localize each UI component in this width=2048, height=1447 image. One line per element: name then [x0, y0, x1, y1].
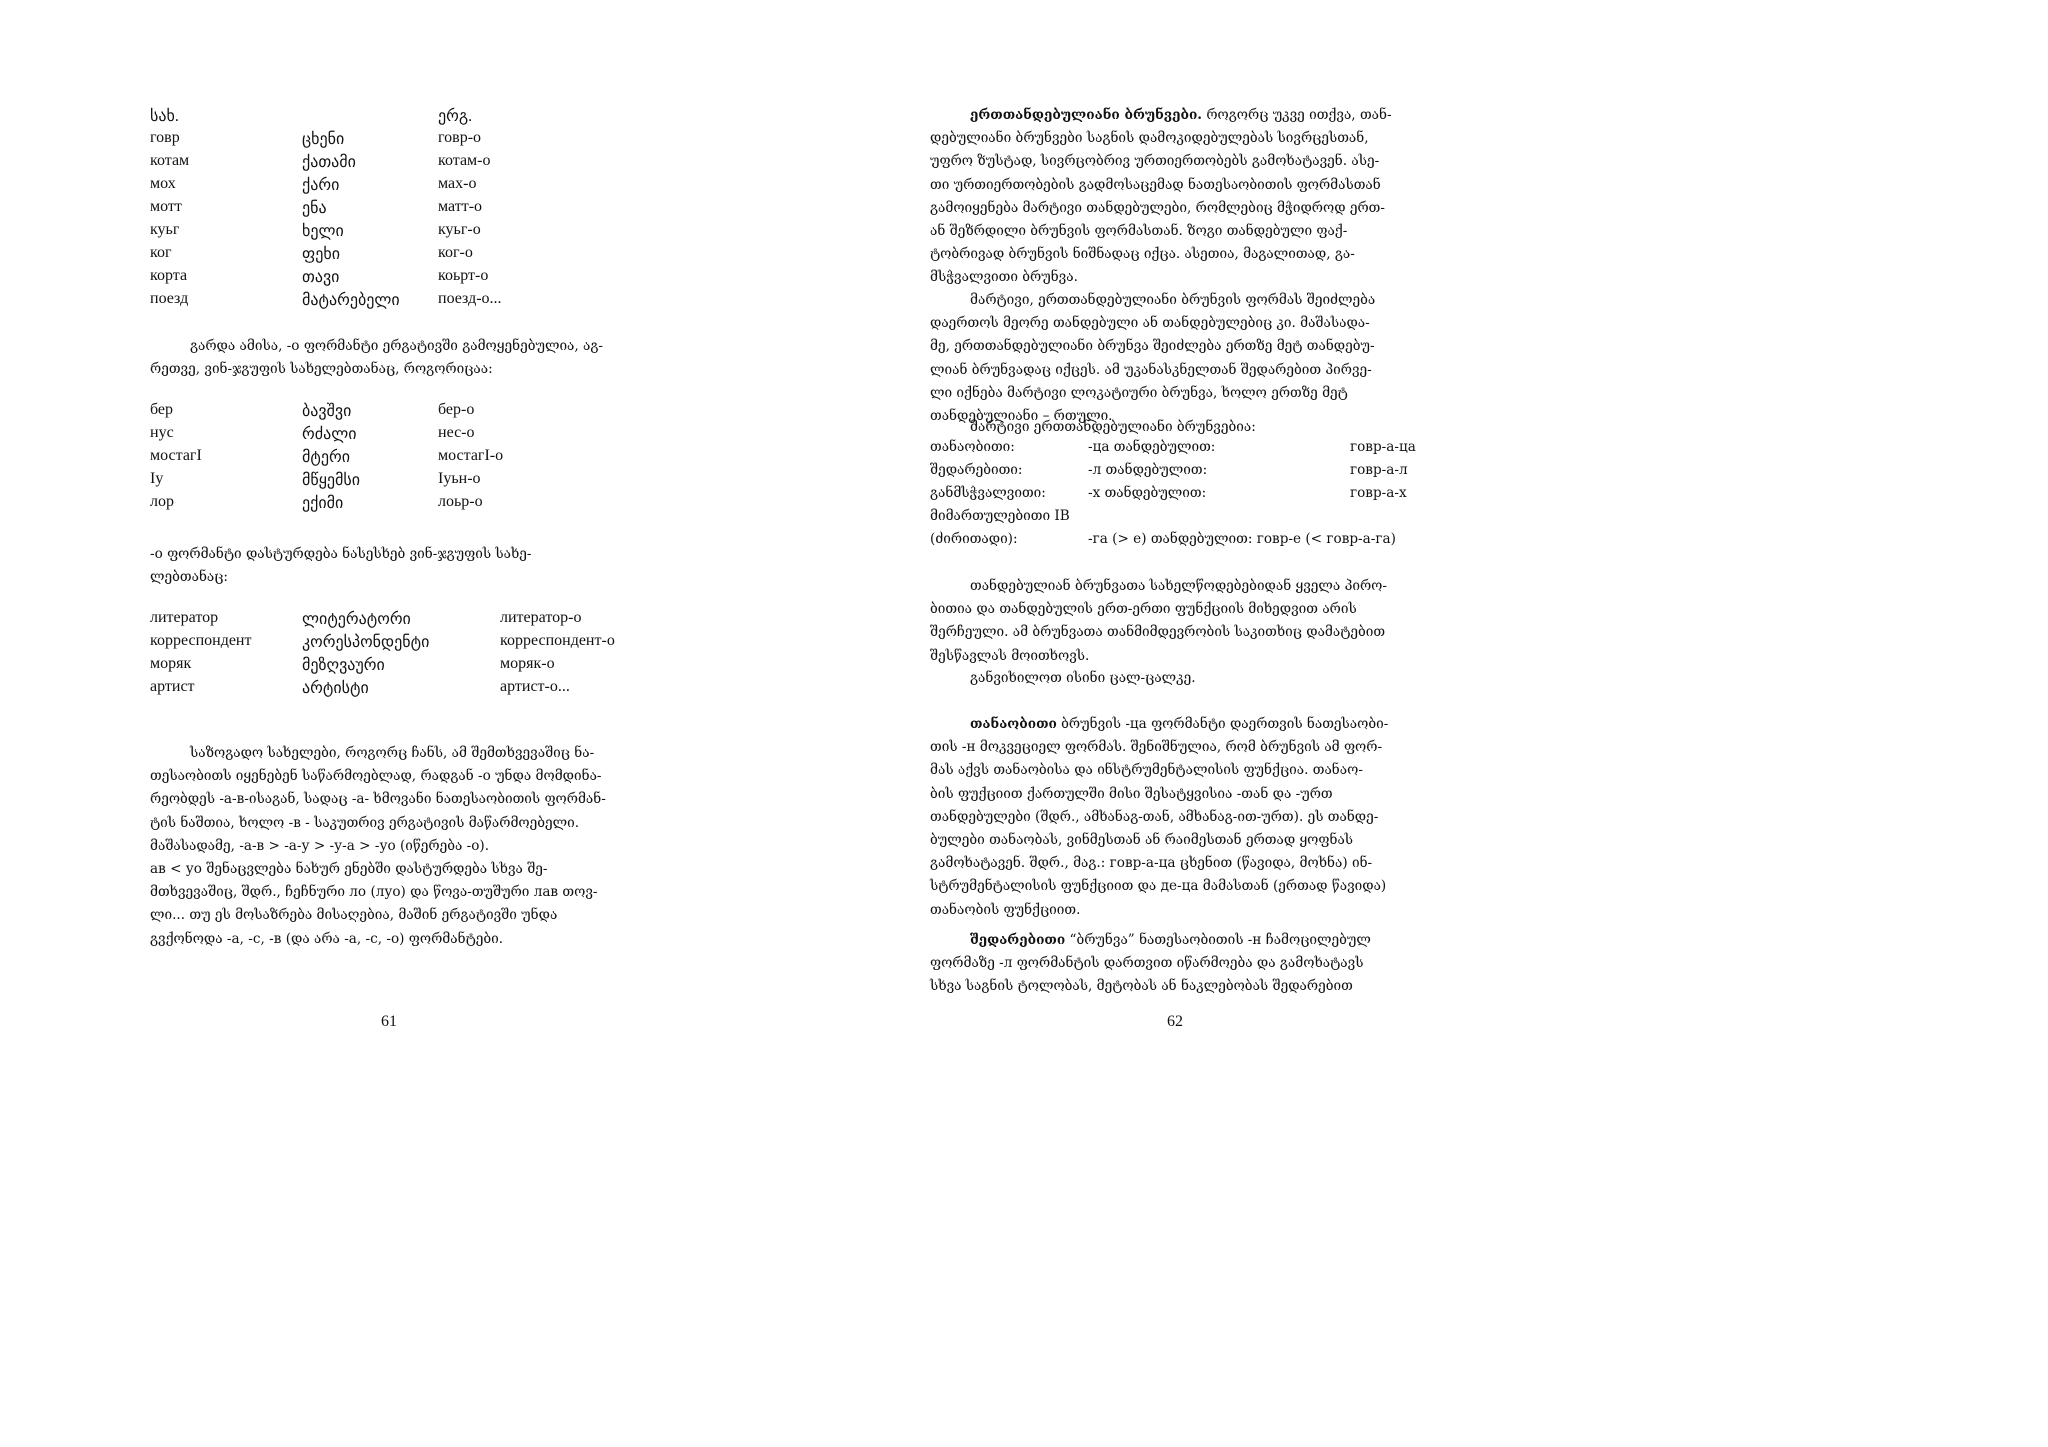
table-row [150, 290, 570, 313]
table-row [150, 129, 570, 152]
declension-row [930, 531, 1470, 554]
text-line: -о ფორმანტი დასტურდება ნასესხებ ვინ-ჯგუფის სახე- [150, 546, 532, 562]
declension-row [930, 508, 1470, 531]
table-cell: Iуьн-о [438, 470, 481, 487]
paragraph-comparative [930, 929, 1458, 999]
text-line: გამოიყენება მარტივი თანდებულები, რომლებიც მჭიდროდ ერთ- [930, 199, 1385, 216]
declension-cell: განმსჭვალვითი: [930, 485, 1046, 501]
declension-row [930, 462, 1470, 485]
section-heading: შედარებითი [970, 932, 1066, 948]
text-line [930, 104, 1458, 127]
section-heading: თანაობითი [970, 716, 1057, 732]
text-line: დებულიანი ბრუნვები საგნის დამოკიდებულებას სივრცესთან, [930, 130, 1369, 147]
table-cell: артист [150, 678, 195, 695]
text-fragment: ბრუნვის -ца ფორმანტი დაერთვის ნათესაობი- [1056, 716, 1389, 732]
paragraph-single-postposition-cases [930, 104, 1458, 290]
declension-cell: მიმართულებითი IB [930, 508, 1070, 524]
text-line: თანდებულიან ბრუნვათა სახელწოდებებიდან ყველა პირო- [970, 578, 1387, 594]
table-cell: лор [150, 493, 174, 510]
section-heading: ერთთანდებულიანი ბრუნვები. [970, 107, 1203, 123]
declension-cell: -х თანდებულით: [1088, 485, 1207, 501]
text-line: ან შეზრდილი ბრუნვის ფორმასთან. ზოგი თანდებული ფაქ- [930, 223, 1348, 240]
text-line: თანდებულიანი – რთული. [930, 408, 1113, 425]
table-cell: бер-о [438, 401, 475, 418]
table-cell: моряк [150, 655, 192, 672]
table-cell: мостагI [150, 447, 202, 464]
table-row [150, 655, 670, 678]
text-line [930, 713, 1458, 736]
paragraph-simple-form [930, 289, 1458, 428]
table-cell: артист-о... [500, 678, 570, 695]
table-cell: лоьр-о [438, 493, 483, 510]
page-number-right: 62 [1167, 1013, 1183, 1030]
text-fragment: როგორც უკვე ითქვა, თან- [1202, 107, 1392, 123]
text-line: შესწავლას მოითხოვს. [930, 647, 1090, 664]
table-row [150, 424, 570, 447]
ergative-table-3 [150, 609, 670, 701]
text-line: ტობრივად ბრუნვის ნიშნადაც იქცა. ასეთია, მაგალითად, გა- [930, 246, 1355, 263]
declension-row [930, 439, 1470, 462]
text-line: თი ურთიერთობების გადმოსაცემად ნათესაობითის ფორმასთან [930, 176, 1381, 193]
declension-row [930, 485, 1470, 508]
table-row [150, 470, 570, 493]
table-cell: ქარი [302, 177, 340, 194]
paragraph-borrowed-nouns [150, 543, 676, 589]
text-line: გარდა ამისა, -о ფორმანტი ერგატივში გამოყენებულია, აგ- [190, 338, 603, 354]
table-cell: თავი [302, 269, 340, 286]
text-line: სხვა საგნის ტოლობას, მეტობას ან ნაკლებობას შედარებით [930, 978, 1353, 995]
table-cell: ცხენი [302, 131, 345, 148]
table-cell: говр [150, 129, 180, 146]
text-line [930, 929, 1458, 952]
text-line: ბულები თანაობას, ვინმესთან ან რაიმესთან ერთად ყოფნას [930, 832, 1354, 849]
paragraph-case-names [930, 575, 1458, 668]
text-line: გამოხატავენ. შდრ., მაგ.: говр-а-ца ცხენით (წავიდა, მოხნა) ინ- [930, 855, 1373, 872]
table-cell: მატარებელი [302, 292, 400, 309]
declension-cell: говр-а-л [1350, 462, 1408, 478]
table-row [150, 198, 570, 221]
declension-cell: (ძირითადი): [930, 531, 1018, 547]
declension-cell: -ца თანდებულით: [1088, 439, 1216, 455]
table-row [150, 175, 570, 198]
table-cell: литератор [150, 609, 219, 626]
table-cell: არტისტი [302, 680, 369, 697]
text-line: მას აქვს თანაობისა და ინსტრუმენტალისის ფუნქცია. თანაო- [930, 762, 1363, 779]
declension-cell: -га (> е) თანდებულით: говр-е (< говр-а-га) [1088, 531, 1396, 547]
table-cell: куьг [150, 221, 180, 238]
text-line: რეობდეს -а-в-ისაგან, სადაც -а- ხმოვანი ნათესაობითის ფორმან- [150, 791, 606, 808]
table-row [150, 221, 570, 244]
text-line: ბითია და თანდებულის ერთ-ერთი ფუნქციის მიხედვით არის [930, 601, 1357, 618]
text-line: ფორმაზე -л ფორმანტის დართვით იწარმოება და გამოხატავს [930, 955, 1364, 972]
text-line: მთხვევაშიც, შდრ., ჩეჩნური ло (луо) და წოვა-თუშური лав თოვ- [150, 884, 598, 901]
paragraph-review: განვიხილოთ ისინი ცალ-ცალკე. [970, 670, 1196, 686]
table-cell: мостагI-о [438, 447, 504, 464]
declension-cell: говр-а-ца [1350, 439, 1416, 455]
table-cell: котам [150, 152, 190, 169]
table-cell: бер [150, 401, 174, 418]
table-row [150, 267, 570, 290]
text-line: უფრო ზუსტად, სივრცობრივ ურთიერთობებს გამოხატავენ. ასე- [930, 153, 1380, 170]
text-line: დაერთოს მეორე თანდებული ან თანდებულებიც კი. მაშასადა- [930, 315, 1370, 332]
text-line: მარტივი, ერთთანდებულიანი ბრუნვის ფორმას შეიძლება [970, 292, 1376, 308]
table-row [150, 632, 670, 655]
table-cell: корта [150, 267, 188, 284]
table-cell: ხელი [302, 223, 344, 240]
table-cell: ლიტერატორი [302, 611, 411, 628]
table-cell: говр-о [438, 129, 482, 146]
text-line: ლიან ბრუნვადაც იქცეს. ამ უკანასკნელთან შედარებით პირვე- [930, 361, 1372, 378]
table-row [150, 152, 570, 175]
table-cell: ენა [302, 200, 327, 217]
text-line: მსჭვალვითი ბრუნვა. [930, 269, 1078, 286]
table-cell: სახ. [150, 108, 179, 125]
table-cell: ბავშვი [302, 403, 352, 420]
declension-cell: говр-а-х [1350, 485, 1407, 501]
page-number-left: 61 [381, 1013, 397, 1030]
table-cell: нус [150, 424, 174, 441]
text-line: შერჩეული. ამ ბრუნვათა თანმიმდევრობის საკითხიც დამატებით [930, 624, 1386, 641]
text-line: მე, ერთთანდებულიანი ბრუნვა შეიძლება ერთზე მეტ თანდებუ- [930, 338, 1375, 355]
table-cell: матт-о [438, 198, 483, 215]
table-cell: ког [150, 244, 172, 261]
table-cell: куьг-о [438, 221, 481, 238]
declension-table [930, 439, 1470, 554]
paragraph-comitative [930, 713, 1458, 922]
declension-intro: მარტივი ერთთანდებულიანი ბრუნვებია: [970, 419, 1256, 435]
left-page [0, 0, 772, 1091]
text-line: ლი... თუ ეს მოსაზრება მისაღებია, მაშინ ერგატივში უნდა [150, 907, 558, 924]
ergative-table-1 [150, 106, 570, 313]
table-row [150, 106, 570, 129]
table-cell: ერგ. [438, 108, 473, 125]
text-line: თანდებულები (შდრ., ამხანაგ-თან, ამხანაგ-ით-ურთ). ეს თანდე- [930, 808, 1379, 825]
paragraph-common-nouns [150, 742, 678, 858]
table-cell: მწყემსი [302, 472, 361, 489]
table-cell: литератор-о [500, 609, 582, 626]
text-line: ლებთანაც: [150, 569, 229, 586]
table-cell: нес-о [438, 424, 475, 441]
declension-cell: შედარებითი: [930, 462, 1023, 478]
text-line: თის -н მოკვეციელ ფორმას. შენიშნულია, რომ ბრუნვის ამ ფორ- [930, 739, 1383, 756]
text-line: ав < уо შენაცვლება ნახურ ენებში დასტურდება სხვა შე- [150, 861, 548, 877]
table-cell: Iу [150, 470, 164, 487]
text-line: ტის ნაშთია, ხოლო -в - საკუთრივ ერგატივის მაწარმოებელი. [150, 814, 580, 831]
table-cell: ქათამი [302, 154, 356, 171]
table-cell: მტერი [302, 449, 350, 466]
table-cell: котам-о [438, 152, 491, 169]
text-line: საზოგადო სახელები, როგორც ჩანს, ამ შემთხვევაშიც ნა- [190, 745, 595, 761]
text-fragment: “ბრუნვა” ნათესაობითის -н ჩამოცილებულ [1065, 932, 1371, 948]
table-cell: ფეხი [302, 246, 340, 263]
table-cell: поезд [150, 290, 189, 307]
table-cell: мах-о [438, 175, 477, 192]
table-cell: რძალი [302, 426, 357, 443]
table-cell: ког-о [438, 244, 473, 261]
text-line: ბის ფუქციით ქართულში მისი შესატყვისია -თან და -ურთ [930, 785, 1333, 802]
table-row [150, 493, 570, 516]
table-cell: коьрт-о [438, 267, 489, 284]
table-cell: კორესპონდენტი [302, 634, 430, 651]
table-cell: мотт [150, 198, 182, 215]
declension-cell: -л თანდებულით: [1088, 462, 1208, 478]
table-row [150, 244, 570, 267]
paragraph-av-uo [150, 858, 678, 951]
text-line: რეთვე, ვინ-ჯგუფის სახელებთანაც, როგორიცაა: [150, 361, 493, 378]
paragraph-vin-group [150, 335, 676, 381]
table-cell: корреспондент [150, 632, 252, 649]
table-cell: ექიმი [302, 495, 344, 512]
right-page [772, 0, 1544, 1091]
text-line: მაშასადამე, -а-в > -а-у > -у-а > -уо (იწერება -о). [150, 837, 490, 854]
table-row [150, 609, 670, 632]
text-line: სტრუმენტალისის ფუნქციით და де-ца მამასთან (ერთად წავიდა) [930, 878, 1387, 895]
table-cell: мох [150, 175, 176, 192]
text-line: თანაობის ფუნქციით. [930, 901, 1081, 918]
table-cell: корреспондент-о [500, 632, 615, 649]
ergative-table-2 [150, 401, 570, 516]
text-line: ლი იქნება მარტივი ლოკატიური ბრუნვა, ხოლო ერთზე მეტ [930, 384, 1348, 401]
table-row [150, 447, 570, 470]
table-cell: поезд-о... [438, 290, 502, 307]
text-line: თესაობითს იყენებენ საწარმოებლად, რადგან -о უნდა მომდინა- [150, 768, 602, 785]
table-cell: моряк-о [500, 655, 555, 672]
table-cell: მეზღვაური [302, 657, 385, 674]
table-row [150, 678, 670, 701]
table-row [150, 401, 570, 424]
text-line: გვქონოდა -а, -с, -в (და არა -а, -с, -о) ფორმანტები. [150, 930, 504, 947]
declension-cell: თანაობითი: [930, 439, 1015, 455]
